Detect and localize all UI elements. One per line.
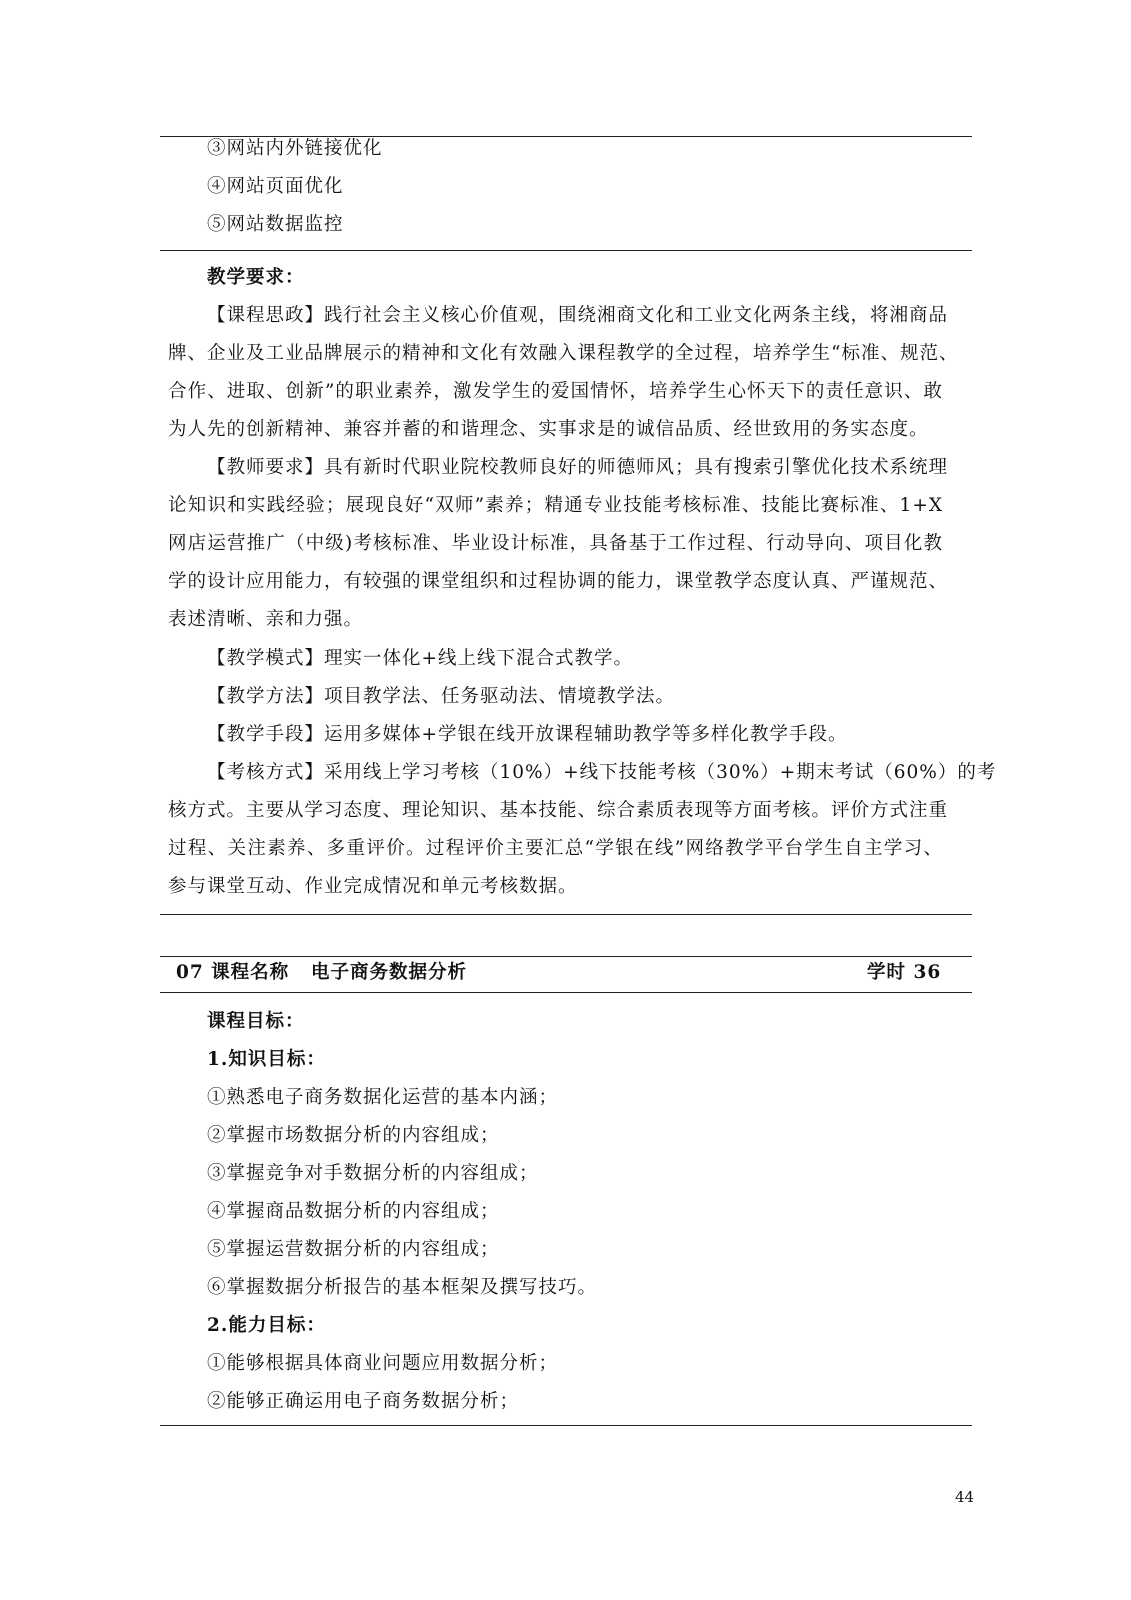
- list-item: ①能够根据具体商业问题应用数据分析；: [207, 1353, 559, 1374]
- paragraph-line: 【教师要求】具有新时代职业院校教师良好的师德师风；具有搜索引擎优化技术系统理: [207, 457, 949, 478]
- paragraph-line: 【教学方法】项目教学法、任务驱动法、情境教学法。: [207, 686, 676, 707]
- list-item: ⑤掌握运营数据分析的内容组成；: [207, 1239, 500, 1260]
- paragraph-line: 为人先的创新精神、兼容并蓄的和谐理念、实事求是的诚信品质、经世致用的务实态度。: [168, 419, 929, 440]
- bottom-rule: [160, 1425, 972, 1426]
- goals-heading: 课程目标：: [207, 1011, 305, 1032]
- knowledge-heading: 1.知识目标：: [207, 1049, 326, 1070]
- list-item: ⑥掌握数据分析报告的基本框架及撰写技巧。: [207, 1277, 598, 1298]
- list-item: ③网站内外链接优化: [207, 138, 383, 159]
- paragraph-line: 参与课堂互动、作业完成情况和单元考核数据。: [168, 876, 578, 897]
- course-header-bottom-rule: [160, 992, 972, 993]
- ability-heading: 2.能力目标：: [207, 1315, 326, 1336]
- paragraph-line: 表述清晰、亲和力强。: [168, 609, 364, 630]
- paragraph-line: 过程、关注素养、多重评价。过程评价主要汇总“学银在线”网络教学平台学生自主学习、: [168, 838, 943, 859]
- paragraph-line: 【教学模式】理实一体化+线上线下混合式教学。: [207, 648, 634, 669]
- course-hours: 学时 36: [867, 962, 942, 983]
- paragraph-line: 【教学手段】运用多媒体+学银在线开放课程辅助教学等多样化教学手段。: [207, 724, 848, 745]
- list-item: ②掌握市场数据分析的内容组成；: [207, 1125, 500, 1146]
- teaching-heading: 教学要求：: [207, 267, 305, 288]
- paragraph-line: 网店运营推广（中级)考核标准、毕业设计标准，具备基于工作过程、行动导向、项目化教: [168, 533, 943, 554]
- course-code-label: 07 课程名称: [176, 962, 290, 983]
- course-name: 电子商务数据分析: [311, 962, 468, 983]
- paragraph-line: 学的设计应用能力，有较强的课堂组织和过程协调的能力，课堂教学态度认真、严谨规范、: [168, 571, 949, 592]
- list-item: ④网站页面优化: [207, 176, 344, 197]
- paragraph-line: 【考核方式】采用线上学习考核（10%）+线下技能考核（30%）+期末考试（60%）的考: [207, 762, 997, 783]
- list-item: ⑤网站数据监控: [207, 214, 344, 235]
- rule-after-items: [160, 250, 972, 251]
- paragraph-line: 【课程思政】践行社会主义核心价值观，围绕湘商文化和工业文化两条主线，将湘商品: [207, 305, 949, 326]
- rule-after-teaching: [160, 914, 972, 915]
- paragraph-line: 论知识和实践经验；展现良好“双师”素养；精通专业技能考核标准、技能比赛标准、1+X: [168, 495, 943, 516]
- list-item: ②能够正确运用电子商务数据分析；: [207, 1391, 520, 1412]
- page-number: 44: [955, 1488, 975, 1506]
- paragraph-line: 核方式。主要从学习态度、理论知识、基本技能、综合素质表现等方面考核。评价方式注重: [168, 800, 949, 821]
- paragraph-line: 合作、进取、创新”的职业素养，激发学生的爱国情怀，培养学生心怀天下的责任意识、敢: [168, 381, 943, 402]
- list-item: ④掌握商品数据分析的内容组成；: [207, 1201, 500, 1222]
- list-item: ①熟悉电子商务数据化运营的基本内涵；: [207, 1087, 559, 1108]
- list-item: ③掌握竞争对手数据分析的内容组成；: [207, 1163, 539, 1184]
- paragraph-line: 牌、企业及工业品牌展示的精神和文化有效融入课程教学的全过程，培养学生“标准、规范、: [168, 343, 959, 364]
- course-header-top-rule: [160, 956, 972, 957]
